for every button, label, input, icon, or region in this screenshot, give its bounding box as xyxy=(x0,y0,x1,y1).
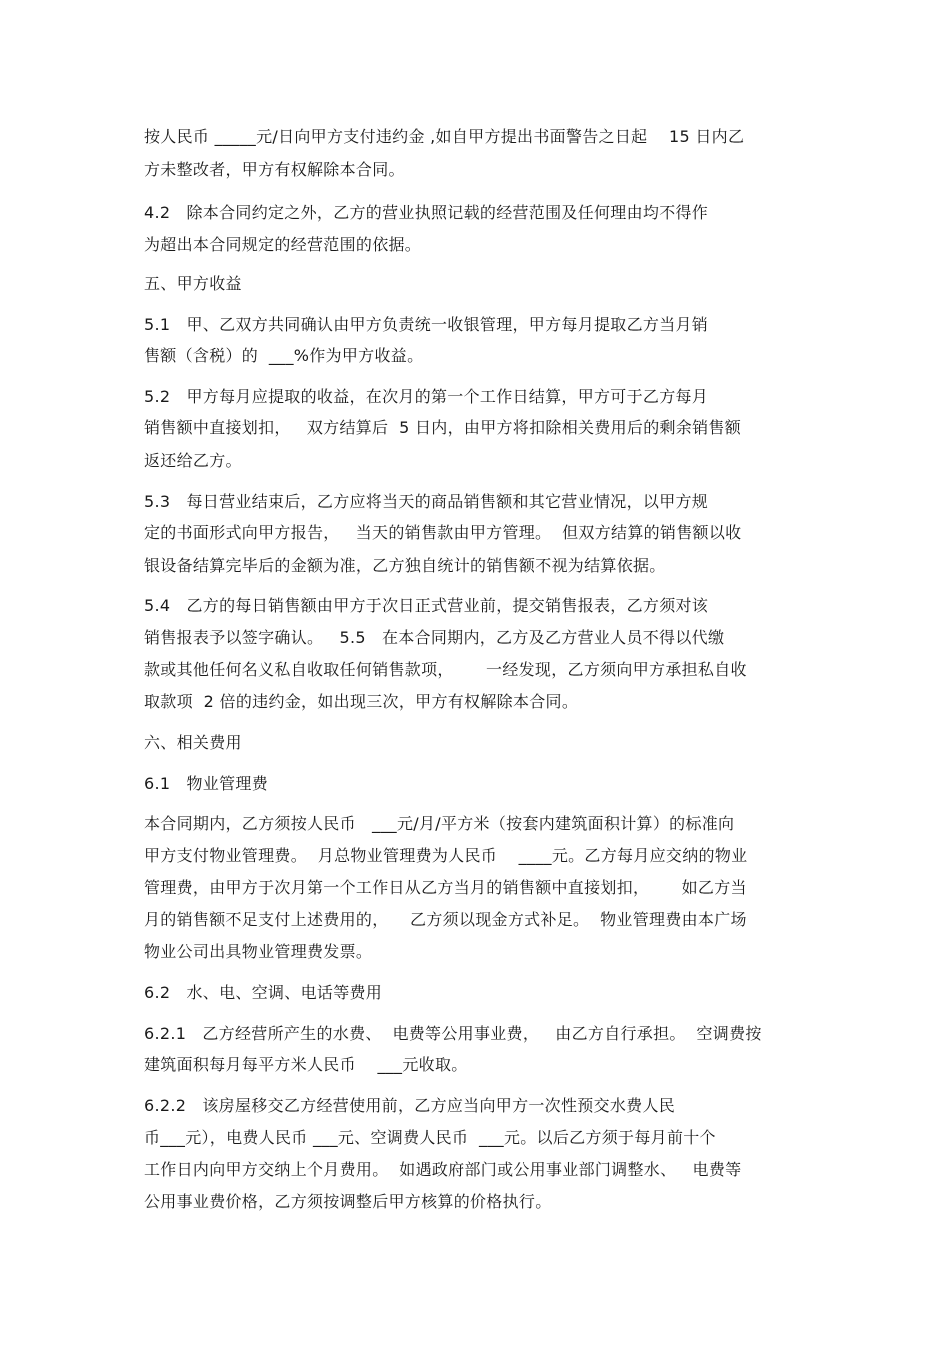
text-line: 甲方支付物业管理费。 月总物业管理费为人民币 ____元。乙方每月应交纳的物业 xyxy=(144,846,748,865)
text-line: 销售报表予以签字确认。 5.5 在本合同期内，乙方及乙方营业人员不得以代缴 xyxy=(144,628,725,647)
text-line: 款或其他任何名义私自收取任何销售款项， 一经发现，乙方须向甲方承担私自收 xyxy=(144,660,747,679)
text-line: 银设备结算完毕后的金额为准，乙方独自统计的销售额不视为结算依据。 xyxy=(144,556,666,575)
text-line: 公用事业费价格，乙方须按调整后甲方核算的价格执行。 xyxy=(144,1192,552,1211)
clause-5-1: 5.1 甲、乙双方共同确认由甲方负责统一收银管理，甲方每月提取乙方当月销 xyxy=(144,315,709,334)
text-line: 币___元），电费人民币 ___元、空调费人民币 ___元。以后乙方须于每月前十个 xyxy=(144,1128,716,1147)
text-line: 方未整改者，甲方有权解除本合同。 xyxy=(144,160,405,179)
clause-5-2: 5.2 甲方每月应提取的收益，在次月的第一个工作日结算，甲方可于乙方每月 xyxy=(144,387,709,406)
section-heading: 六、相关费用 xyxy=(144,733,242,752)
clause-6-2-1: 6.2.1 乙方经营所产生的水费、 电费等公用事业费， 由乙方自行承担。 空调费按 xyxy=(144,1024,762,1043)
text-line: 返还给乙方。 xyxy=(144,451,242,470)
clause-6-1: 6.1 物业管理费 xyxy=(144,774,269,793)
text-line: 管理费，由甲方于次月第一个工作日从乙方当月的销售额中直接划扣， 如乙方当 xyxy=(144,878,747,897)
text-line: 月的销售额不足支付上述费用的， 乙方须以现金方式补足。 物业管理费由本广场 xyxy=(144,910,747,929)
text-line: 定的书面形式向甲方报告， 当天的销售款由甲方管理。 但双方结算的销售额以收 xyxy=(144,523,742,542)
text-line: 物业公司出具物业管理费发票。 xyxy=(144,942,373,961)
text-line: 售额（含税）的 ___%作为甲方收益。 xyxy=(144,346,424,365)
clause-6-2: 6.2 水、电、空调、电话等费用 xyxy=(144,983,383,1002)
text-line: 销售额中直接划扣， 双方结算后 5 日内，由甲方将扣除相关费用后的剩余销售额 xyxy=(144,418,741,437)
text-line: 工作日内向甲方交纳上个月费用。 如遇政府部门或公用事业部门调整水、 电费等 xyxy=(144,1160,742,1179)
text-line: 按人民币 _____元/日向甲方支付违约金 ,如自甲方提出书面警告之日起 15 日内乙 xyxy=(144,127,745,146)
section-heading: 五、甲方收益 xyxy=(144,274,242,293)
clause-5-4: 5.4 乙方的每日销售额由甲方于次日正式营业前，提交销售报表，乙方须对该 xyxy=(144,596,709,615)
clause-6-2-2: 6.2.2 该房屋移交乙方经营使用前，乙方应当向甲方一次性预交水费人民 xyxy=(144,1096,676,1115)
clause-4-2: 4.2 除本合同约定之外，乙方的营业执照记载的经营范围及任何理由均不得作 xyxy=(144,203,709,222)
text-line: 取款项 2 倍的违约金，如出现三次，甲方有权解除本合同。 xyxy=(144,692,579,711)
text-line: 为超出本合同规定的经营范围的依据。 xyxy=(144,235,422,254)
clause-5-3: 5.3 每日营业结束后，乙方应将当天的商品销售额和其它营业情况，以甲方规 xyxy=(144,492,709,511)
text-line: 本合同期内，乙方须按人民币 ___元/月/平方米（按套内建筑面积计算）的标准向 xyxy=(144,814,735,833)
text-line: 建筑面积每月每平方米人民币 ___元收取。 xyxy=(144,1055,468,1074)
